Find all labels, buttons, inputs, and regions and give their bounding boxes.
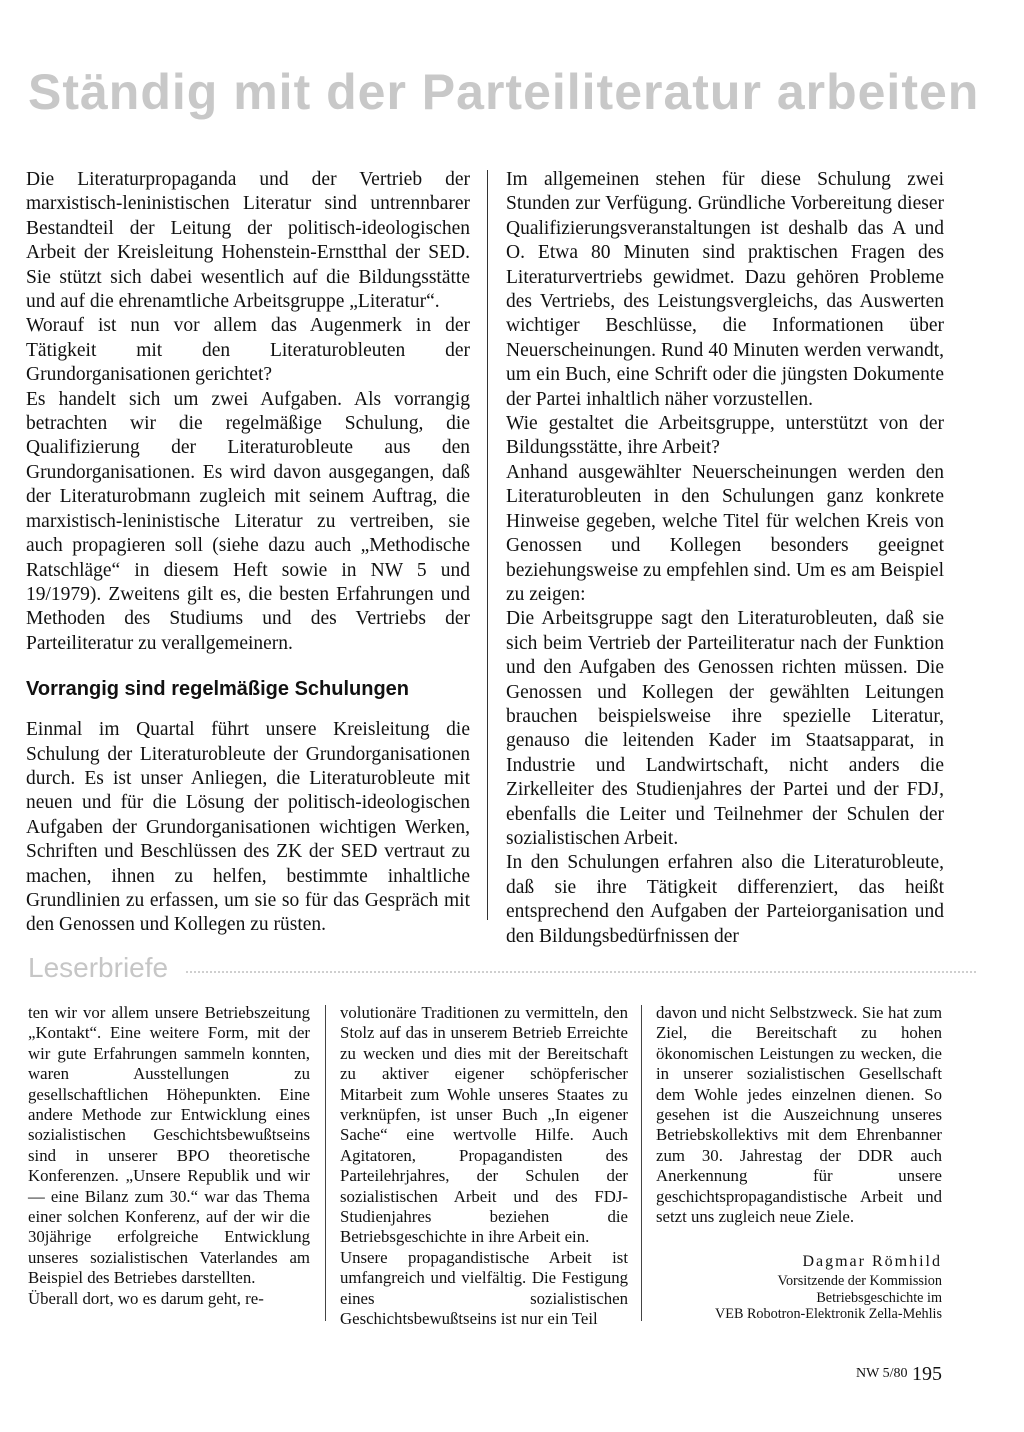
author-name: Dagmar Römhild (802, 1253, 942, 1271)
article-paragraph: Wie gestaltet die Arbeitsgruppe, unterstützt von der Bildungsstätte, ihre Arbeit? (506, 413, 944, 459)
author-role: Vorsitzende der Kommission (777, 1273, 942, 1290)
letter-column-3 (656, 1003, 942, 1323)
letter-column-2 (340, 1003, 628, 1330)
letter-paragraph: Überall dort, wo es darum geht, re- (28, 1288, 264, 1308)
article-paragraph: Im allgemeinen stehen für diese Schulung zwei Stunden zur Verfügung. Gründliche Vorbereitung dieser Qualifizierungsveranstaltungen ist deshalb das A und O. Etwa 80 Minuten sind praktischen Fragen des Literaturvertriebs gewidmet. Dazu gehören Probleme des Vertriebs, des Leistungsvergleichs, das Auswerten wichtiger Beschlüsse, die Informationen über Neuerscheinungen. Rund 40 Minuten werden verwandt, um ein Buch, eine Schrift oder die jüngsten Dokumente der Partei inhaltlich näher vorzustellen. (506, 169, 944, 410)
author-role: VEB Robotron-Elektronik Zella-Mehlis (715, 1306, 942, 1323)
article-paragraph: Die Literaturpropaganda und der Vertrieb der marxistisch-leninistischen Literatur sind untrennbarer Bestandteil der Leitung der politisch-ideologischen Arbeit der Kreisleitung Hohenstein-Ernstthal der SED. Sie stützt sich dabei wesentlich auf die Bildungsstätte und auf die ehrenamtliche Arbeitsgruppe „Literatur“. (26, 169, 470, 313)
author-role: Betriebsgeschichte im (816, 1289, 942, 1306)
article-column-left (26, 168, 470, 938)
article-paragraph: Worauf ist nun vor allem das Augenmerk in der Tätigkeit mit den Literaturobleuten der Grundorganisationen gerichtet? (26, 315, 470, 386)
article-column-right (506, 168, 944, 949)
article-paragraph: Anhand ausgewählter Neuerscheinungen werden den Literaturobleuten in den Schulungen ganz konkrete Hinweise gegeben, welche Titel für welchen Kreis von Genossen und Kollegen besonders geeignet beziehungsweise zu empfehlen sind. Um es am Beispiel zu zeigen: (506, 461, 944, 605)
article-paragraph: Einmal im Quartal führt unsere Kreisleitung die Schulung der Literaturobleute der Grundorganisationen durch. Es ist unser Anliegen, die Literaturobleute mit neuen und für die Lösung der politisch-ideologischen Aufgaben der Grundorganisationen wichtigen Werken, Schriften und Beschlüssen des ZK der SED vertraut zu machen, ihnen zu helfen, bestimmte inhaltliche Grundlinien zu erfassen, um sie so für das Gespräch mit den Genossen und Kollegen zu rüsten. (26, 719, 470, 936)
column-divider (641, 1005, 642, 1321)
letter-paragraph: volutionäre Traditionen zu vermitteln, den Stolz auf das in unserem Betrieb Erreichte zu wecken und dies mit der Bereitschaft zu aktiver eigener schöpferischer Mitarbeit zum Wohle unseres Staates zu verknüpfen, ist unser Buch „In eigener Sache“ eine wertvolle Hilfe. Auch Agitatoren, Propagandisten des Parteilehrjahres, der Schulen der sozialistischen Arbeit und des FDJ-Studienjahres beziehen die Betriebsgeschichte in ihre Arbeit ein. (340, 1003, 628, 1247)
section-label-leserbriefe: Leserbriefe (28, 952, 169, 983)
letter-paragraph: Unsere propagandistische Arbeit ist umfangreich und vielfältig. Die Festigung eines sozialistischen Geschichtsbewußtseins ist nur ein Teil (340, 1247, 628, 1329)
article-paragraph: In den Schulungen erfahren also die Literaturobleute, daß sie ihre Tätigkeit differenziert, das heißt entsprechend den Aufgaben der Parteiorganisation und den Bildungsbedürfnissen der (506, 852, 944, 947)
page-number: 195 (912, 1363, 942, 1385)
article-subheading: Vorrangig sind regelmäßige Schulungen (26, 678, 410, 701)
letter-paragraph: davon und nicht Selbstzweck. Sie hat zum Ziel, die Bereitschaft zu hohen ökonomischen Leistungen zu wecken, die in unserer sozialistischen Gesellschaft dem Wohle jedes einzelnen dienen. So gesehen ist die Auszeichnung unseres Betriebskollektivs mit dem Ehrenbanner zum 30. Jahrestag der DDR auch Anerkennung für unsere geschichtspropagandistische Arbeit und setzt uns zugleich neue Ziele. (656, 1003, 942, 1227)
column-divider (487, 170, 488, 920)
article-paragraph: Die Arbeitsgruppe sagt den Literaturobleuten, daß sie sich beim Vertrieb der Parteiliteratur nach der Funktion und den Aufgaben des Genossen richten müssen. Die Genossen und Kollegen der gewählten Leitungen brauchen beispielsweise ihre spezielle Literatur, genauso die leitenden Kader im Staatsapparat, in Industrie und Landwirtschaft, nicht anders die Zirkelleiter des Studienjahres der Partei und der FDJ, ebenfalls die Leiter und Teilnehmer der Schulen der sozialistischen Arbeit. (506, 608, 944, 849)
article-paragraph: Es handelt sich um zwei Aufgaben. Als vorrangig betrachten wir die regelmäßige Schulung, die Qualifizierung der Literaturobleute aus den Grundorganisationen. Es wird davon ausgegangen, daß der Literaturobmann zugleich mit seinem Auftrag, die marxistisch-leninistische Literatur zu vertreiben, sie auch propagieren soll (siehe dazu auch „Methodische Ratschläge“ in diesem Heft sowie in NW 5 und 19/1979). Zweitens gilt es, die besten Erfahrungen und Methoden des Studiums und des Vertriebs der Parteiliteratur zu verallgemeinern. (26, 388, 470, 654)
page-title: Ständig mit der Parteiliteratur arbeiten (28, 64, 980, 120)
signature-block (656, 1251, 942, 1323)
letter-column-1 (28, 1003, 310, 1309)
letter-paragraph: ten wir vor allem unsere Betriebszeitung „Kontakt“. Eine weitere Form, mit der wir gute Erfahrungen sammeln konnten, waren Ausstellungen zu gesellschaftlichen Höhepunkten. Eine andere Methode zur Entwicklung eines sozialistischen Geschichtsbewußtseins sind in unserer BPO theoretische Konferenzen. „Unsere Republik und wir — eine Bilanz zum 30.“ war das Thema einer solchen Konferenz, auf der wir die 30jährige erfolgreiche Entwicklung unseres sozialistischen Vaterlandes am Beispiel des Betriebes darstellten. (28, 1003, 310, 1288)
issue-label: NW 5/80 (856, 1366, 908, 1381)
column-divider (325, 1005, 326, 1321)
section-divider (186, 971, 976, 973)
